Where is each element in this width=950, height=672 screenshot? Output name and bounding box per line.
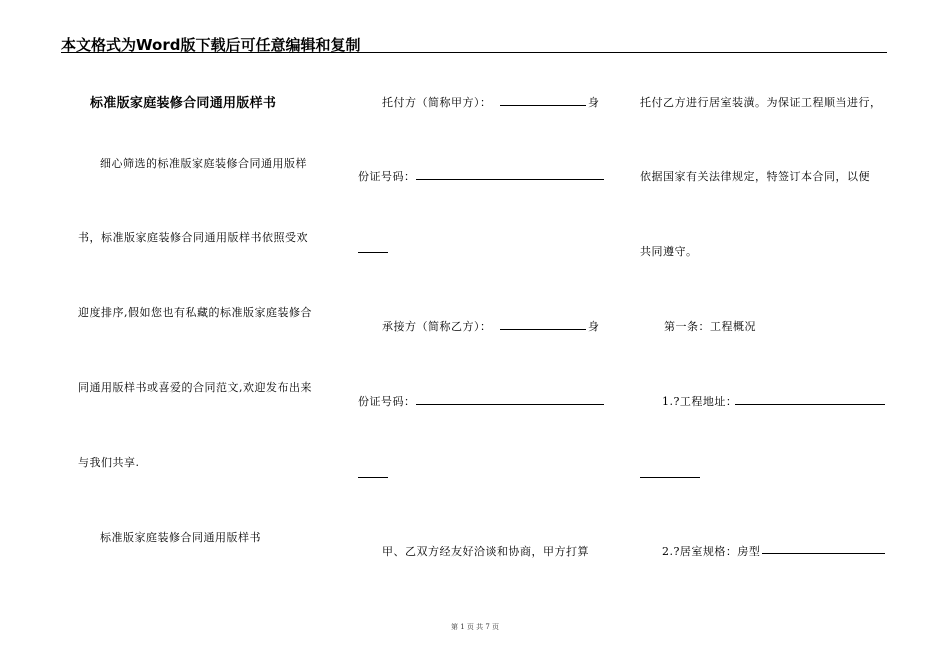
party-a-name-blank <box>500 105 586 106</box>
page-number-footer: 第 1 页 共 7 页 <box>450 623 500 631</box>
contract-subtitle: 标准版家庭装修合同通用版样书 <box>100 531 261 544</box>
intro-line-1: 细心筛选的标准版家庭装修合同通用版样 <box>100 157 307 170</box>
party-b-id-blank <box>416 404 604 405</box>
document-header-title: 本文格式为Word版下载后可任意编辑和复制 <box>61 36 361 54</box>
intro-line-3: 迎度排序,假如您也有私藏的标准版家庭装修合 <box>78 306 312 319</box>
party-a-id-blank <box>416 179 604 180</box>
project-address-blank-cont <box>640 477 700 478</box>
party-b-suffix: 身 <box>588 320 600 333</box>
intro-line-5: 与我们共享. <box>78 456 140 469</box>
room-type-blank <box>762 553 885 554</box>
clause-line-1: 托付乙方进行居室装潢。为保证工程顺当进行， <box>640 96 882 109</box>
article-1-heading: 第一条：工程概况 <box>664 320 756 333</box>
clause-line-2: 依据国家有关法律规定，特签订本合同，以便 <box>640 170 870 183</box>
party-a-label: 托付方（简称甲方）： <box>382 96 492 109</box>
party-b-id-blank-cont <box>358 477 388 478</box>
party-b-id-label: 份证号码： <box>358 395 416 408</box>
project-address-blank <box>735 404 885 405</box>
party-b-label: 承接方（简称乙方）： <box>382 320 492 333</box>
intro-line-4: 同通用版样书或喜爱的合同范文,欢迎发布出来 <box>78 381 312 394</box>
party-b-name-blank <box>500 329 586 330</box>
clause-line-3: 共同遵守。 <box>640 245 698 258</box>
party-a-id-label: 份证号码： <box>358 170 416 183</box>
room-spec-label: 2.?居室规格：房型 <box>662 545 761 558</box>
intro-line-2: 书，标准版家庭装修合同通用版样书依照受欢 <box>78 231 308 244</box>
column-1 <box>78 0 324 672</box>
column-3 <box>640 0 888 672</box>
party-a-id-blank-cont <box>358 252 388 253</box>
document-title: 标准版家庭装修合同通用版样书 <box>90 96 277 111</box>
party-a-suffix: 身 <box>588 96 600 109</box>
intro-clause-line: 甲、乙双方经友好洽谈和协商，甲方打算 <box>382 545 589 558</box>
column-2 <box>358 0 604 672</box>
project-address-label: 1.?工程地址： <box>662 395 738 408</box>
